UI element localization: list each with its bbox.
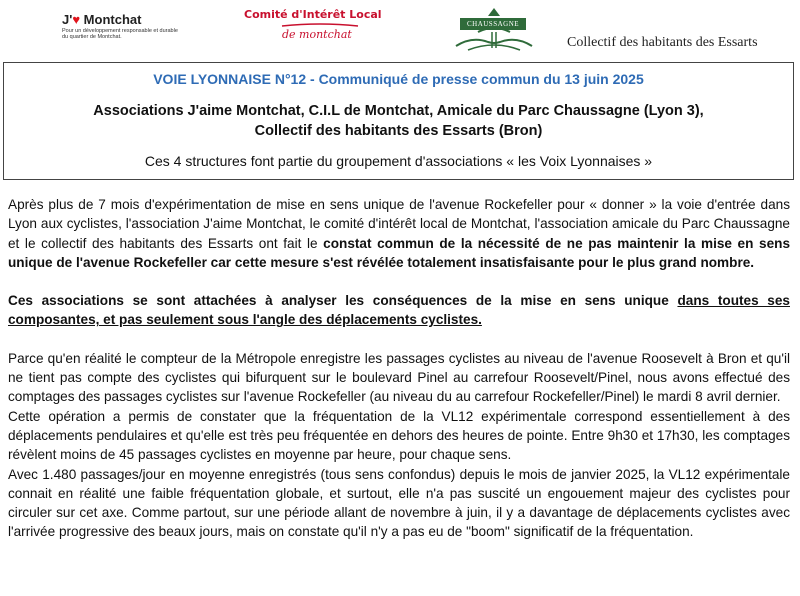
paragraph-1-emphasis: constat commun de la nécessité de ne pas maintenir la mise en sens unique de l'avenue Rockefeller car cette mesure s'est révélée totalement insatisfaisante pour le plus grand nombre.	[8, 235, 791, 270]
cil-logo-line2: de montchat	[282, 28, 352, 41]
paragraph-4: Cette opération a permis de constater que la fréquentation de la VL12 expérimentale correspond essentiellement à des déplacements pendulaires et qu'elle est très peu fréquentée en dehors des heures de pointe. Entre 9h30 et 17h30, les comptages révèlent moins de 45 passages cyclistes en moyenne par heure, pour chaque sens.	[8, 408, 790, 463]
associations-line-2: Collectif des habitants des Essarts (Bron)	[254, 123, 543, 139]
chaussagne-logo	[448, 6, 540, 54]
paragraph-1	[8, 195, 790, 272]
press-release-body	[8, 195, 790, 542]
paragraph-2-underlined: dans toutes ses composantes, et pas seulement sous l'angle des déplacements cyclistes.	[8, 293, 790, 328]
paragraph-2-text: Ces associations se sont attachées à analyser les conséquences de la mise en sens unique	[8, 293, 678, 309]
jaime-montchat-logo	[62, 12, 192, 52]
press-release-title: VOIE LYONNAISE N°12 - Communiqué de presse commun du 13 juin 2025	[153, 71, 644, 87]
jaime-montchat-name	[62, 12, 192, 27]
heart-icon: ♥	[72, 12, 81, 27]
paragraph-1-text: Après plus de 7 mois d'expérimentation de mise en sens unique de l'avenue Rockefeller pour « donner » la voie d'entrée dans Lyon aux cyclistes, l'association J'aime Montchat, le comité d'intérêt local de Montchat, l'association amicale du Parc Chaussagne et le collectif des habitants des Essarts ont fait le	[8, 197, 790, 251]
chaussagne-emblem-icon	[448, 6, 540, 54]
collectif-essarts-label: Collectif des habitants des Essarts	[567, 35, 758, 50]
paragraph-5: Avec 1.480 passages/jour en moyenne enregistrés (tous sens confondus) depuis le mois de janvier 2025, la VL12 expérimentale connait en réalité une faible fréquentation globale, et surtout, elle n'a pas suscité un engouement majeur des cyclistes pour circuler sur cet axe. Comme partout, sur une période allant de novembre à juin, il y a davantage de déplacements cyclistes avec l'arrivée progressive des beaux jours, mais on constate qu'il n'y a pas eu de "boom" significatif de la fréquentation.	[8, 466, 790, 540]
chaussagne-banner: CHAUSSAGNE	[460, 18, 526, 30]
jaime-montchat-tagline: Pour un développement responsable et durable du quartier de Montchat.	[62, 28, 178, 40]
group-statement: Ces 4 structures font partie du groupement d'associations « les Voix Lyonnaises »	[144, 153, 653, 169]
cil-montchat-logo	[244, 8, 382, 52]
associations-list	[4, 101, 793, 141]
header-logos	[0, 0, 800, 62]
paragraph-3: Parce qu'en réalité le compteur de la Métropole enregistre les passages cyclistes au niveau de l'avenue Roosevelt à Bron et qu'il ne tient pas compte des cyclistes qui bifurquent sur le boulevard Pinel au carrefour Roosevelt/Pinel, nous avons effectué des comptages des passages cyclistes sur l'avenue Rockefeller (au niveau du au carrefour Rockefeller/Pinel) le mardi 8 avril dernier.	[8, 350, 790, 405]
paragraph-2	[8, 291, 790, 330]
logo-prefix: J'	[62, 12, 73, 27]
press-release-header-box	[3, 62, 794, 180]
associations-line-1: Associations J'aime Montchat, C.I.L de Montchat, Amicale du Parc Chaussagne (Lyon 3),	[93, 103, 704, 119]
cil-logo-line1: Comité d'Intérêt Local	[244, 8, 382, 21]
logo-name: Montchat	[83, 12, 142, 27]
